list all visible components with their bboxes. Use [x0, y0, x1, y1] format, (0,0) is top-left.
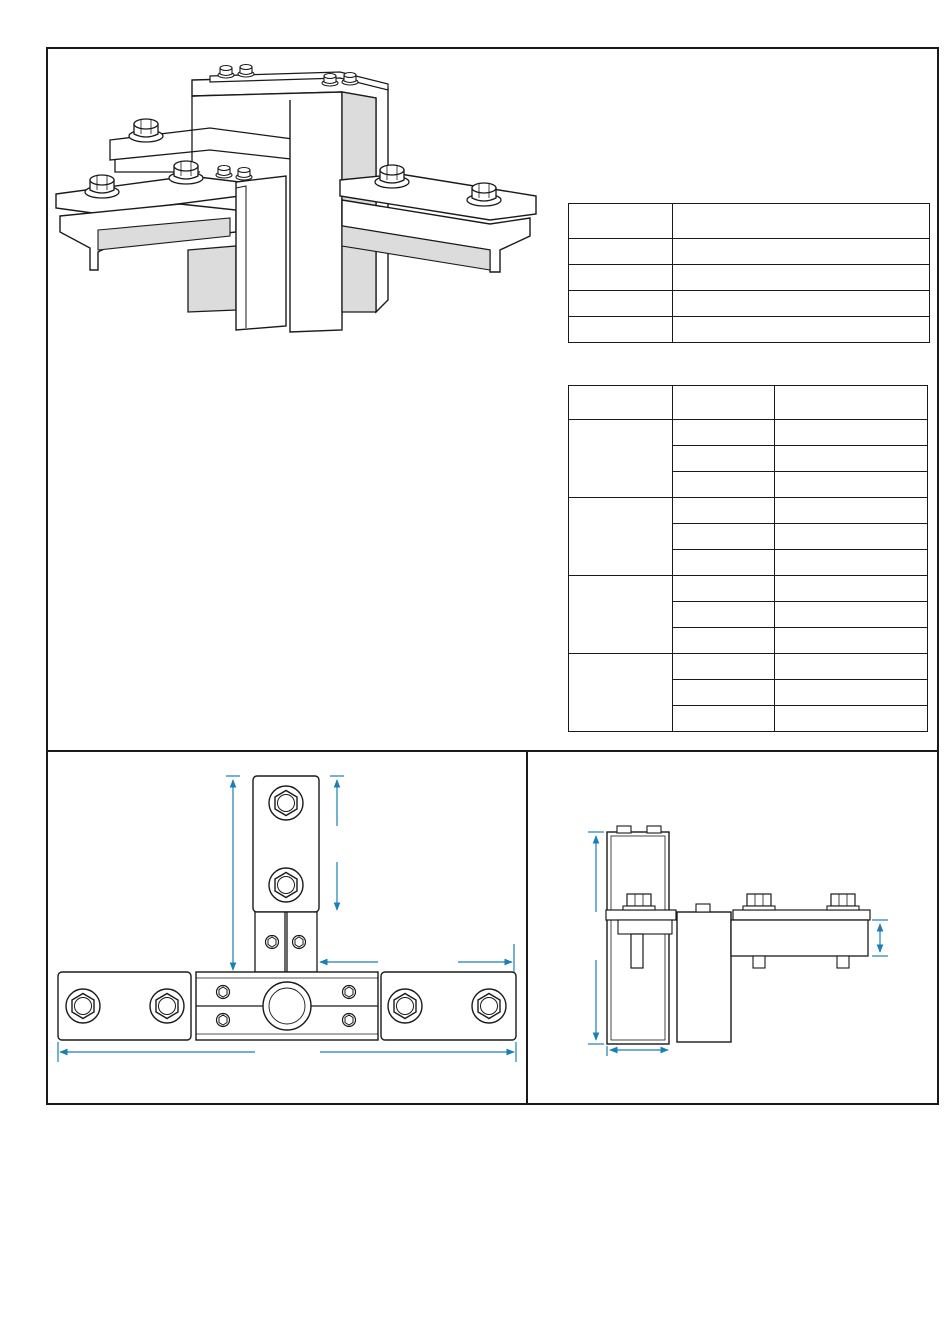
table-row	[569, 498, 928, 524]
table-group-cell	[569, 498, 673, 576]
table-cell	[775, 628, 928, 654]
table-cell	[775, 524, 928, 550]
table-header-cell	[673, 386, 775, 420]
table-cell	[673, 420, 775, 446]
table-cell	[775, 576, 928, 602]
table-header-cell	[775, 386, 928, 420]
table-cell	[673, 239, 930, 265]
table-cell	[775, 654, 928, 680]
table-cell	[775, 602, 928, 628]
table-cell	[673, 680, 775, 706]
table-header-cell	[673, 204, 930, 239]
sheet-divider-vertical	[526, 750, 528, 1105]
table-header-cell	[569, 204, 673, 239]
table-header-row	[569, 386, 928, 420]
table-cell	[569, 265, 673, 291]
table-cell	[673, 472, 775, 498]
table-row	[569, 420, 928, 446]
spec-table-1	[568, 203, 930, 343]
table-row	[569, 265, 930, 291]
table-cell	[569, 239, 673, 265]
table-cell	[673, 291, 930, 317]
table-row	[569, 317, 930, 343]
table-row	[569, 576, 928, 602]
table-cell	[569, 317, 673, 343]
table-cell	[775, 446, 928, 472]
table-cell	[775, 472, 928, 498]
table-cell	[673, 602, 775, 628]
table-header-cell	[569, 386, 673, 420]
table-cell	[673, 654, 775, 680]
table-cell	[673, 706, 775, 732]
table-cell	[775, 550, 928, 576]
sheet-divider-horizontal	[46, 750, 939, 752]
table-cell	[775, 680, 928, 706]
table-group-cell	[569, 654, 673, 732]
table-group-cell	[569, 420, 673, 498]
table-cell	[775, 498, 928, 524]
spec-table-2	[568, 385, 928, 732]
table-cell	[569, 291, 673, 317]
table-cell	[673, 446, 775, 472]
table-cell	[673, 576, 775, 602]
table-cell	[673, 498, 775, 524]
table-cell	[673, 550, 775, 576]
table-row	[569, 654, 928, 680]
table-cell	[673, 524, 775, 550]
table-row	[569, 239, 930, 265]
table-group-cell	[569, 576, 673, 654]
table-cell	[775, 420, 928, 446]
table-header-row	[569, 204, 930, 239]
table-cell	[673, 317, 930, 343]
table-row	[569, 291, 930, 317]
table-cell	[673, 628, 775, 654]
table-cell	[673, 265, 930, 291]
table-cell	[775, 706, 928, 732]
